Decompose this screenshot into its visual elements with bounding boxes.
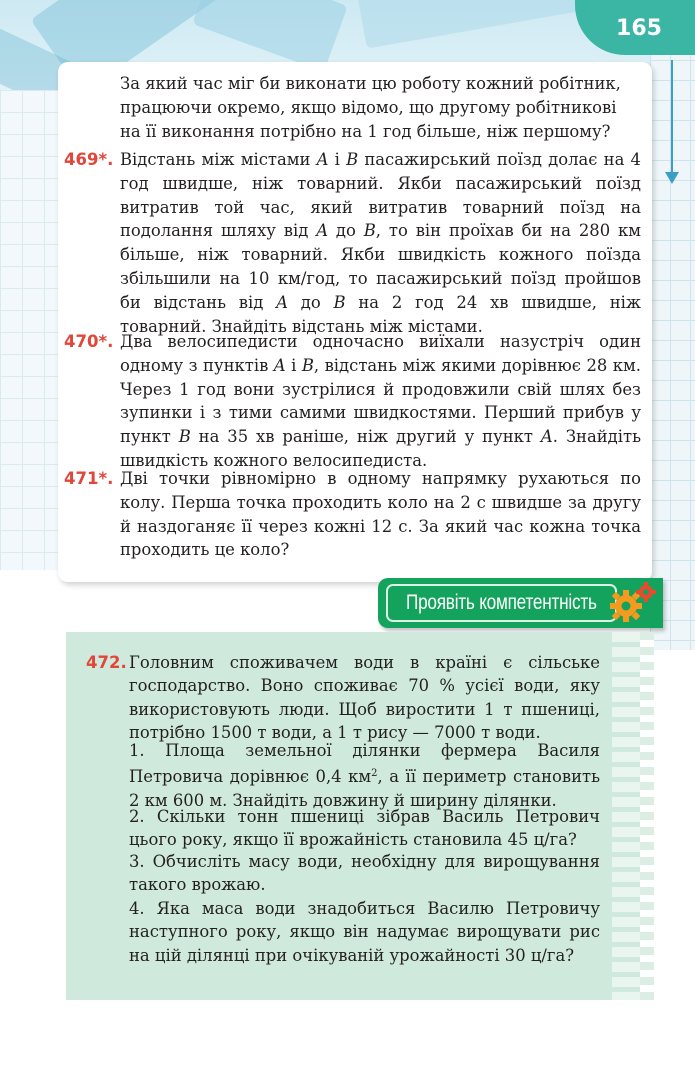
arrow-down-icon: [671, 60, 673, 175]
banner-label: Проявіть компетентність: [406, 591, 597, 614]
box-edge-decoration: [640, 632, 654, 1000]
arrow-head-icon: [665, 172, 679, 184]
banner-frame: [386, 584, 617, 622]
intro-line: на її виконання потрібно на 1 год більше, ніж першому?: [120, 121, 611, 141]
box-edge-decoration: [612, 632, 640, 1000]
problem-471-text: Дві точки рівномірно в одному напрямку рухаються по колу. Перша точка проходить коло на 2 с швидше за другу й наздоганяє її через кожні 12 с. За який час кожна точка проходить це коло?: [120, 469, 641, 560]
decorative-shape: [356, 0, 583, 49]
problem-472-question-4: 4. Яка маса води знадобиться Василю Петровичу наступного року, якщо він надумає вирощувати рис на цій ділянці при очікуваній урожайності 30 ц/га?: [129, 899, 600, 965]
intro-line: працюючи окремо, якщо відомо, що другому робітникові: [120, 97, 617, 117]
previous-problem-continuation: [120, 72, 641, 143]
gears-icon: [606, 580, 658, 626]
problem-470-number: 470*.: [64, 332, 114, 351]
problem-472-intro: Головним споживачем води в країні є сільське господарство. Воно споживає 70 % усієї води, яку використовують люди. Щоб виростити 1 т пшениці, потрібно 1500 т води, а 1 т рису — 7000 т води.: [129, 653, 600, 743]
problem-472-question-1: 1. Площа земельної ділянки фермера Василя Петровича дорівнює 0,4 $км^2$, а її периметр становить 2 км 600 м. Знайдіть довжину й ширину ділянки.: [129, 741, 601, 810]
page-number: 165: [616, 16, 662, 41]
problem-470-text: Два велосипедисти одночасно виїхали назустріч один одному з пунктів A і B, відстань між якими дорівнює 28 км. Через 1 год вони зустрілися й продовжили свій шлях без зупинки і з тими самими швидкостями. Перший прибув у пункт B на 35 хв раніше, ніж другий у пункт A. Знайдіть швидкість кожного велосипедиста.: [120, 332, 641, 470]
problem-471-number: 471*.: [64, 469, 114, 488]
problem-469-number: 469*.: [64, 150, 114, 169]
problem-469-text: Відстань між містами A і B пасажирський поїзд долає на 4 год швидше, ніж товарний. Якби пасажирський поїзд витратив той час, який витратив товарний поїзд на подолання шляху від A до B, то він проїхав би на 280 км більше, ніж товарний. Якби швидкість кожного поїзда збільшили на 10 км/год, то пасажирський поїзд пройшов би відстань від A до B на 2 год 24 хв швидше, ніж товарний. Знайдіть відстань між містами.: [120, 150, 641, 336]
problem-472-question-3: 3. Обчисліть масу води, необхідну для вирощування такого врожаю.: [129, 852, 600, 895]
intro-line: За який час міг би виконати цю роботу кожний робітник,: [120, 74, 621, 93]
problem-472-number: 472.: [86, 653, 127, 672]
problem-472-question-2: 2. Скільки тонн пшениці зібрав Василь Петрович цього року, якщо її врожайність становила 45 ц/га?: [129, 807, 600, 850]
